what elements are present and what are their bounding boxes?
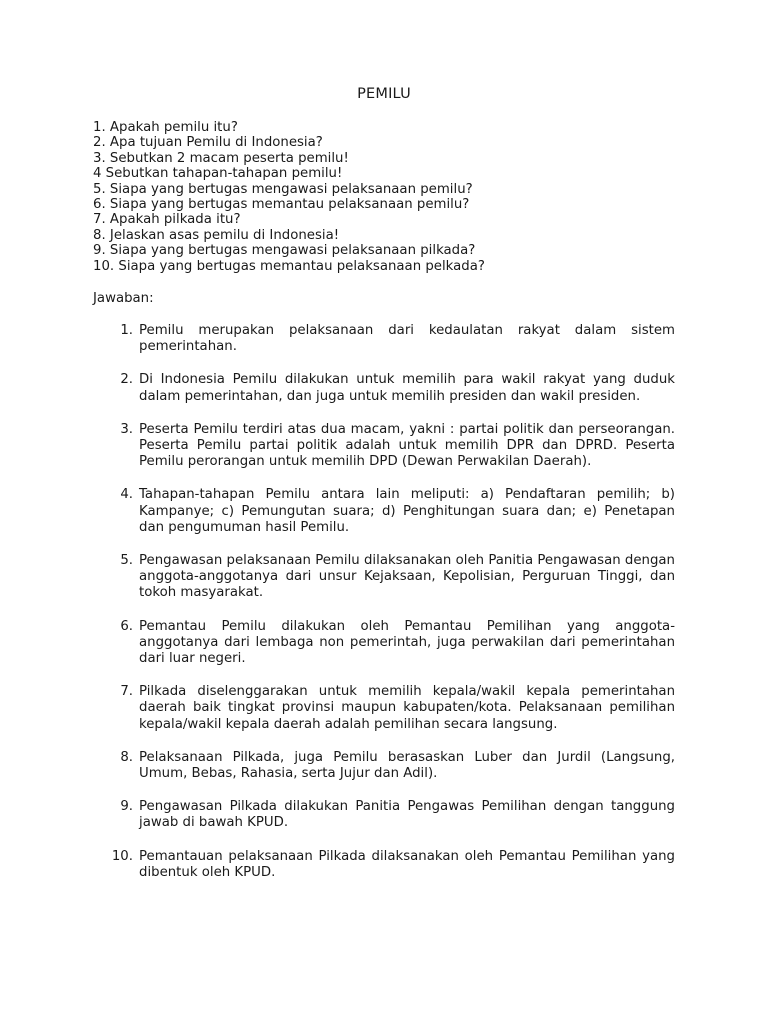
answer-item	[0, 553, 768, 602]
question-item: 4 Sebutkan tahapan-tahapan pemilu!	[93, 166, 343, 182]
answer-text: Pemantau Pemilu dilakukan oleh Pemantau Pemilihan yang anggota-anggotanya dari lembaga non pemerintah, juga perwakilan dari pemerintahan dari luar negeri.	[139, 618, 675, 667]
answer-number: 2.	[120, 372, 133, 388]
answer-item	[0, 372, 768, 404]
answer-item	[0, 799, 768, 831]
answer-item	[0, 487, 768, 536]
question-list	[93, 120, 693, 274]
answer-text: Pilkada diselenggarakan untuk memilih kepala/wakil kepala pemerintahan daerah baik tingkat provinsi maupun kabupaten/kota. Pelaksanaan pemilihan kepala/wakil kepala daerah adalah pemilihan secara langsung.	[139, 684, 675, 732]
question-item: 10. Siapa yang bertugas memantau pelaksanaan pelkada?	[93, 258, 485, 274]
question-item: 3. Sebutkan 2 macam peserta pemilu!	[93, 150, 349, 166]
answer-item	[0, 422, 768, 471]
answer-number: 7.	[120, 684, 133, 700]
answer-item	[0, 684, 768, 733]
answer-list	[0, 323, 768, 898]
answer-item	[0, 323, 768, 355]
question-item: 5. Siapa yang bertugas mengawasi pelaksanaan pemilu?	[93, 181, 473, 197]
question-item: 9. Siapa yang bertugas mengawasi pelaksanaan pilkada?	[93, 243, 476, 259]
answer-text: Pemilu merupakan pelaksanaan dari kedaulatan rakyat dalam sistem pemerintahan.	[139, 323, 675, 355]
question-item: 1. Apakah pemilu itu?	[93, 120, 238, 135]
answer-text: Tahapan-tahapan Pemilu antara lain meliputi: a) Pendaftaran pemilih; b) Kampanye; c) Pemungutan suara; d) Penghitungan suara dan; e) Penetapan dan pengumuman hasil Pemilu.	[139, 487, 675, 535]
question-item: 6. Siapa yang bertugas memantau pelaksanaan pemilu?	[93, 197, 470, 213]
question-item: 7. Apakah pilkada itu?	[93, 212, 241, 228]
answer-number: 4.	[120, 487, 133, 503]
answer-text: Pengawasan pelaksanaan Pemilu dilaksanakan oleh Panitia Pengawasan dengan anggota-anggotanya dari unsur Kejaksaan, Kepolisian, Perguruan Tinggi, dan tokoh masyarakat.	[139, 553, 675, 601]
answer-number: 1.	[120, 323, 133, 338]
answer-number: 9.	[120, 799, 133, 815]
answer-number: 6.	[120, 618, 133, 634]
answer-text: Pemantauan pelaksanaan Pilkada dilaksanakan oleh Pemantau Pemilihan yang dibentuk oleh KPUD.	[139, 848, 675, 880]
answer-text: Peserta Pemilu terdiri atas dua macam, yakni : partai politik dan perseorangan. Peserta Pemilu partai politik adalah untuk memilih DPR dan DPRD. Peserta Pemilu perorangan untuk memilih DPD (Dewan Perwakilan Daerah).	[139, 421, 675, 470]
answer-text: Pengawasan Pilkada dilakukan Panitia Pengawas Pemilihan dengan tanggung jawab di bawah KPUD.	[139, 799, 675, 831]
answer-item	[0, 619, 768, 668]
answer-number: 10.	[111, 848, 133, 864]
answers-heading: Jawaban:	[93, 291, 154, 306]
answer-item	[0, 849, 768, 881]
answer-item	[0, 750, 768, 782]
answer-number: 8.	[120, 749, 133, 765]
question-item: 2. Apa tujuan Pemilu di Indonesia?	[93, 135, 323, 151]
answer-number: 3.	[120, 421, 133, 437]
answer-number: 5.	[120, 553, 133, 569]
document-title: PEMILU	[357, 86, 411, 102]
question-item: 8. Jelaskan asas pemilu di Indonesia!	[93, 227, 340, 243]
answer-text: Di Indonesia Pemilu dilakukan untuk memilih para wakil rakyat yang duduk dalam pemerintahan, dan juga untuk memilih presiden dan wakil presiden.	[139, 372, 675, 404]
answer-text: Pelaksanaan Pilkada, juga Pemilu berasaskan Luber dan Jurdil (Langsung, Umum, Bebas, Rahasia, serta Jujur dan Adil).	[139, 749, 675, 782]
